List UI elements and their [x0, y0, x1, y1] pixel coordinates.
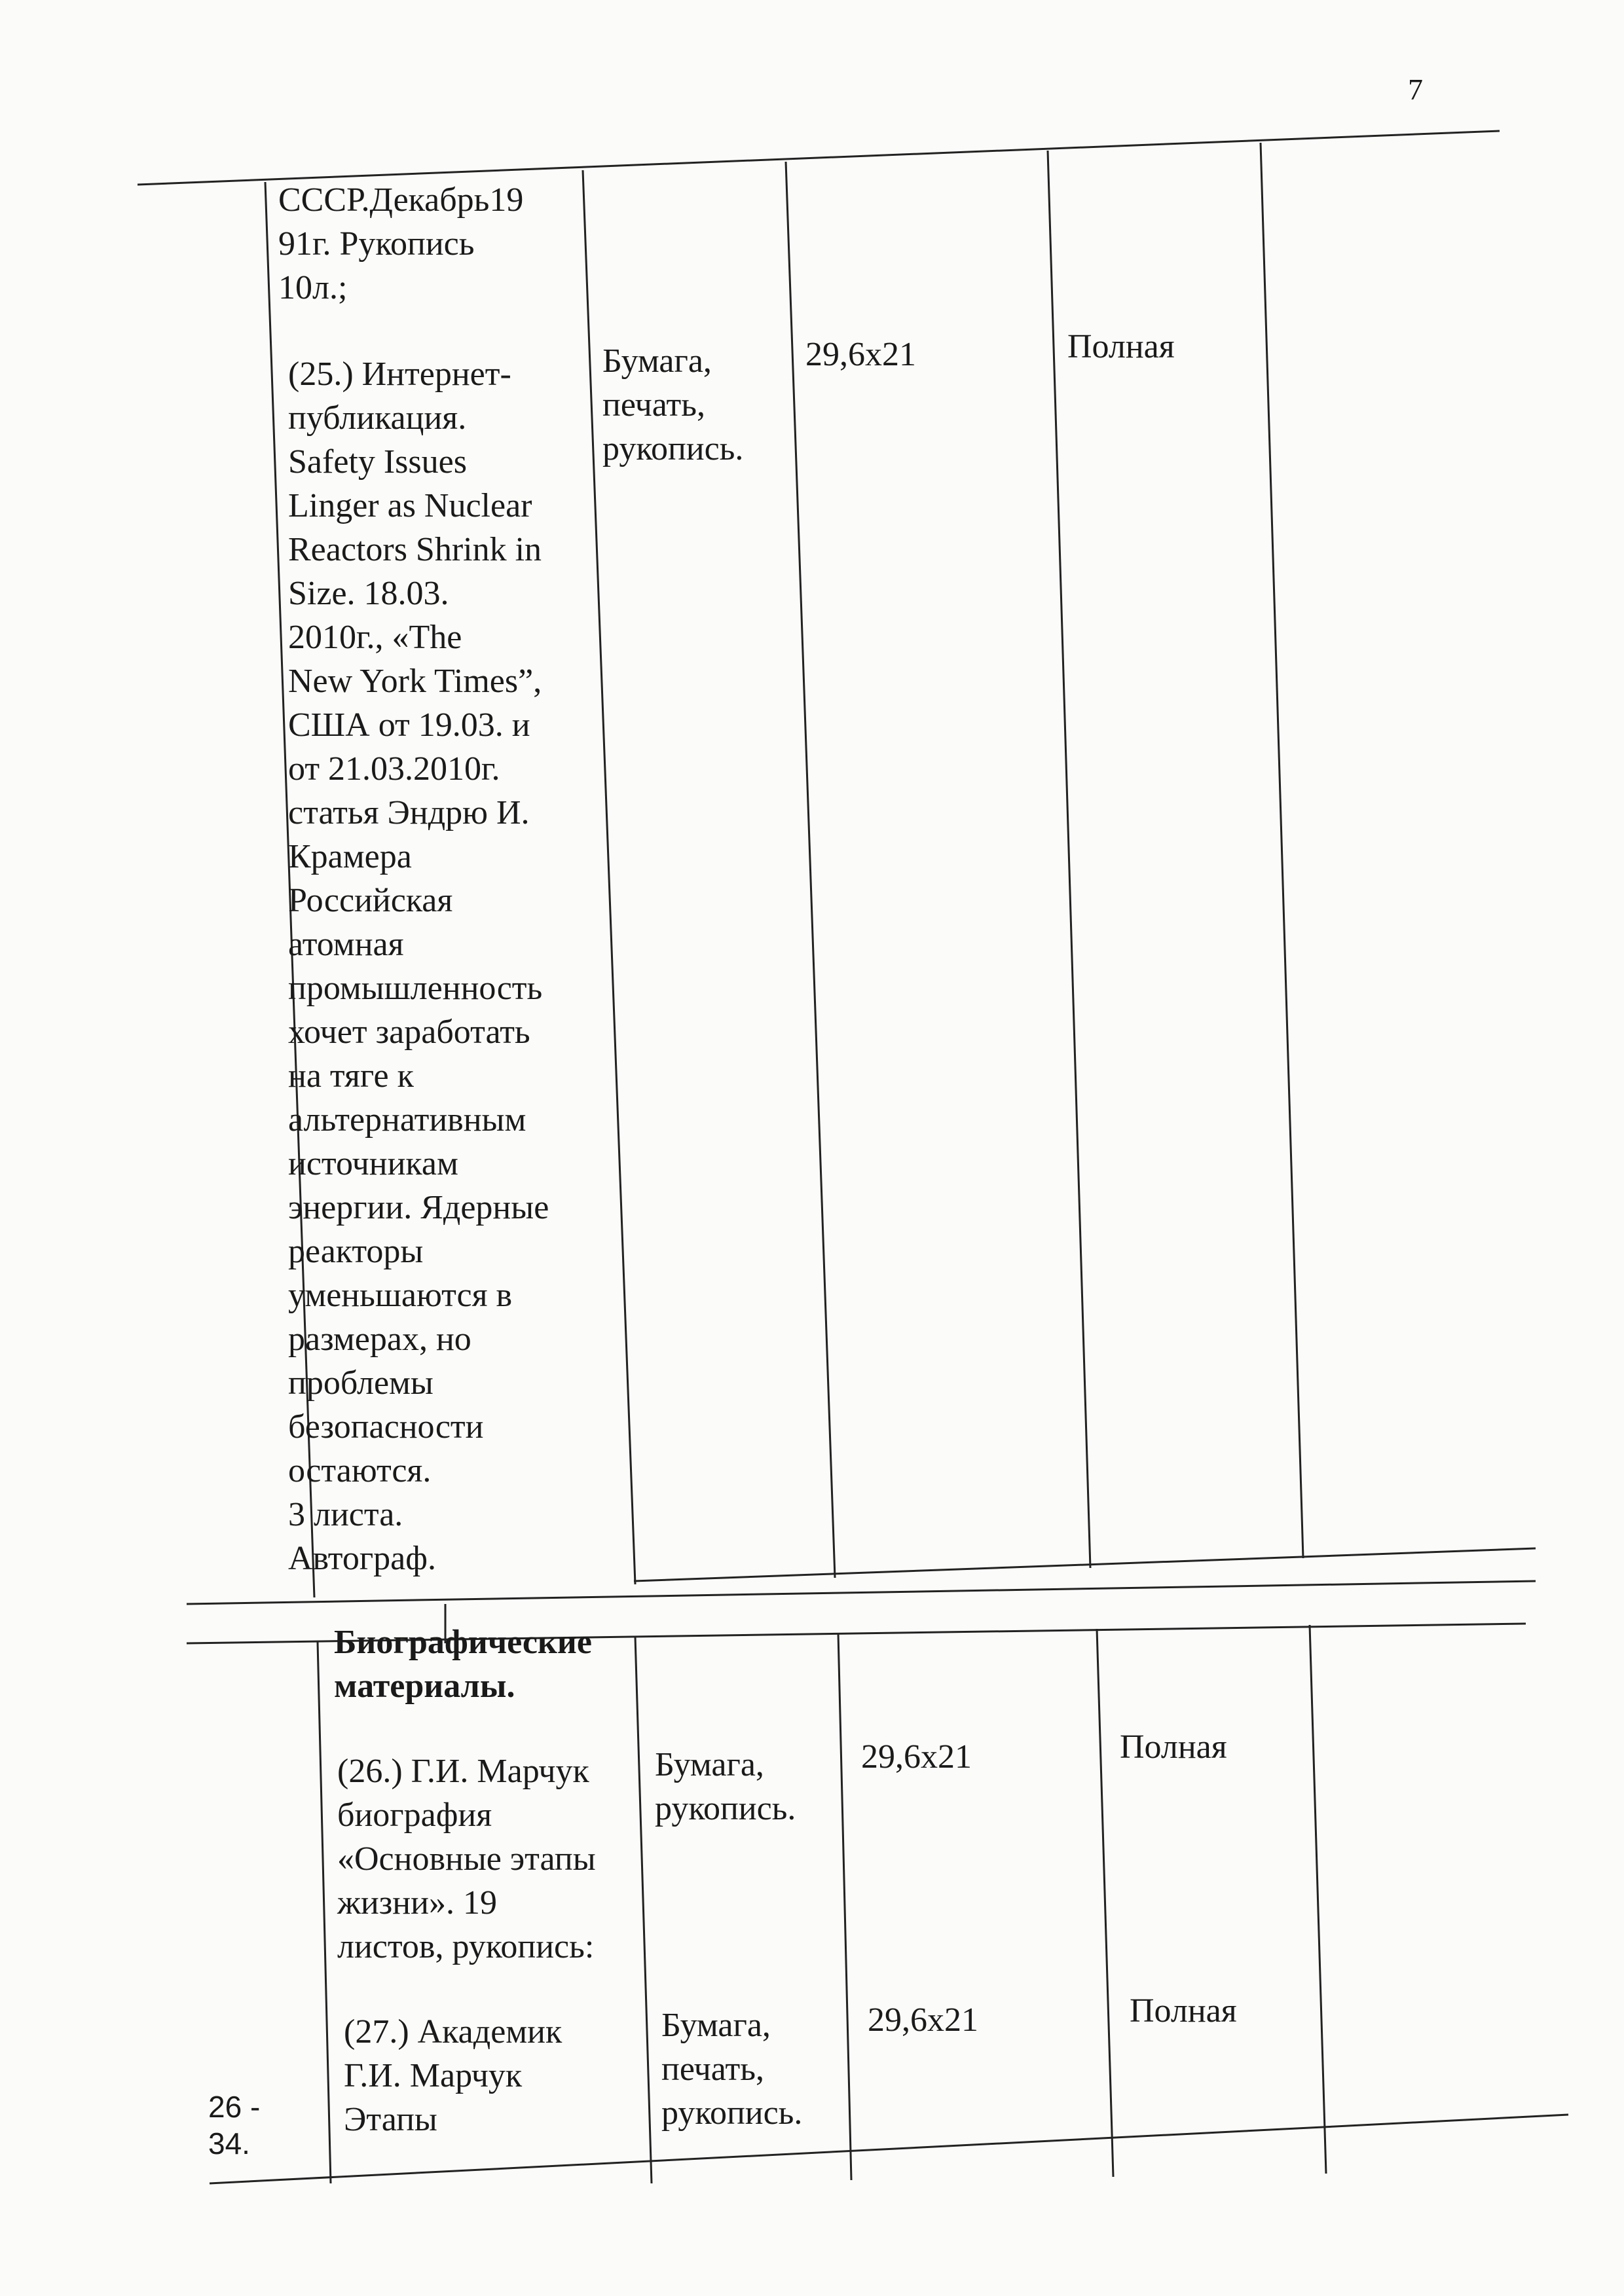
row-bottom-border	[634, 1548, 1536, 1581]
column-divider-4	[1097, 1629, 1113, 2177]
record-25-material: Бумага, печать, рукопись.	[602, 342, 744, 467]
record-25-description: (25.) Интернет- публикация. Safety Issues Linger as Nuclear Reactors Shrink in Size. 18.03. 2010г., «The New York Times”, США от 19.03. и от 21.03.2010г. статья Эндрю И. Крамера Российская атомная промышленность хочет заработать на тяге к альтернативным источникам энергии. Ядерные реакторы уменьшаются в размерах, но проблемы безопасности остаются. 3 листа. Автограф.	[288, 355, 549, 1577]
record-27-description: (27.) Академик Г.И. Марчук Этапы	[344, 2013, 563, 2138]
record-27-completeness: Полная	[1130, 1992, 1237, 2030]
page-number: 7	[1408, 73, 1423, 106]
column-divider-1	[318, 1642, 331, 2183]
table-bottom-border	[187, 1581, 1536, 1604]
record-25-size: 29,6x21	[805, 336, 916, 373]
record-25-completeness: Полная	[1067, 328, 1175, 365]
record-27-size: 29,6x21	[868, 2001, 978, 2039]
record-26-description: (26.) Г.И. Марчук биография «Основные этапы жизни». 19 листов, рукопись:	[337, 1753, 596, 1965]
column-divider-2	[635, 1637, 652, 2183]
column-divider-3	[838, 1633, 851, 2180]
section-title: Биографические материалы.	[334, 1624, 592, 1705]
table-top-border	[138, 131, 1500, 185]
record-26-completeness: Полная	[1120, 1728, 1227, 1766]
record-26-material: Бумага, рукопись.	[655, 1746, 796, 1827]
record-26-size: 29,6x21	[861, 1738, 972, 1776]
record-number-range: 26 - 34.	[208, 2090, 261, 2160]
record-27-material: Бумага, печать, рукопись.	[661, 2007, 803, 2132]
record-title-tail: СССР.Декабрь19 91г. Рукопись 10л.;	[278, 181, 524, 306]
column-divider-5	[1310, 1625, 1326, 2174]
column-divider-5	[1261, 143, 1303, 1558]
